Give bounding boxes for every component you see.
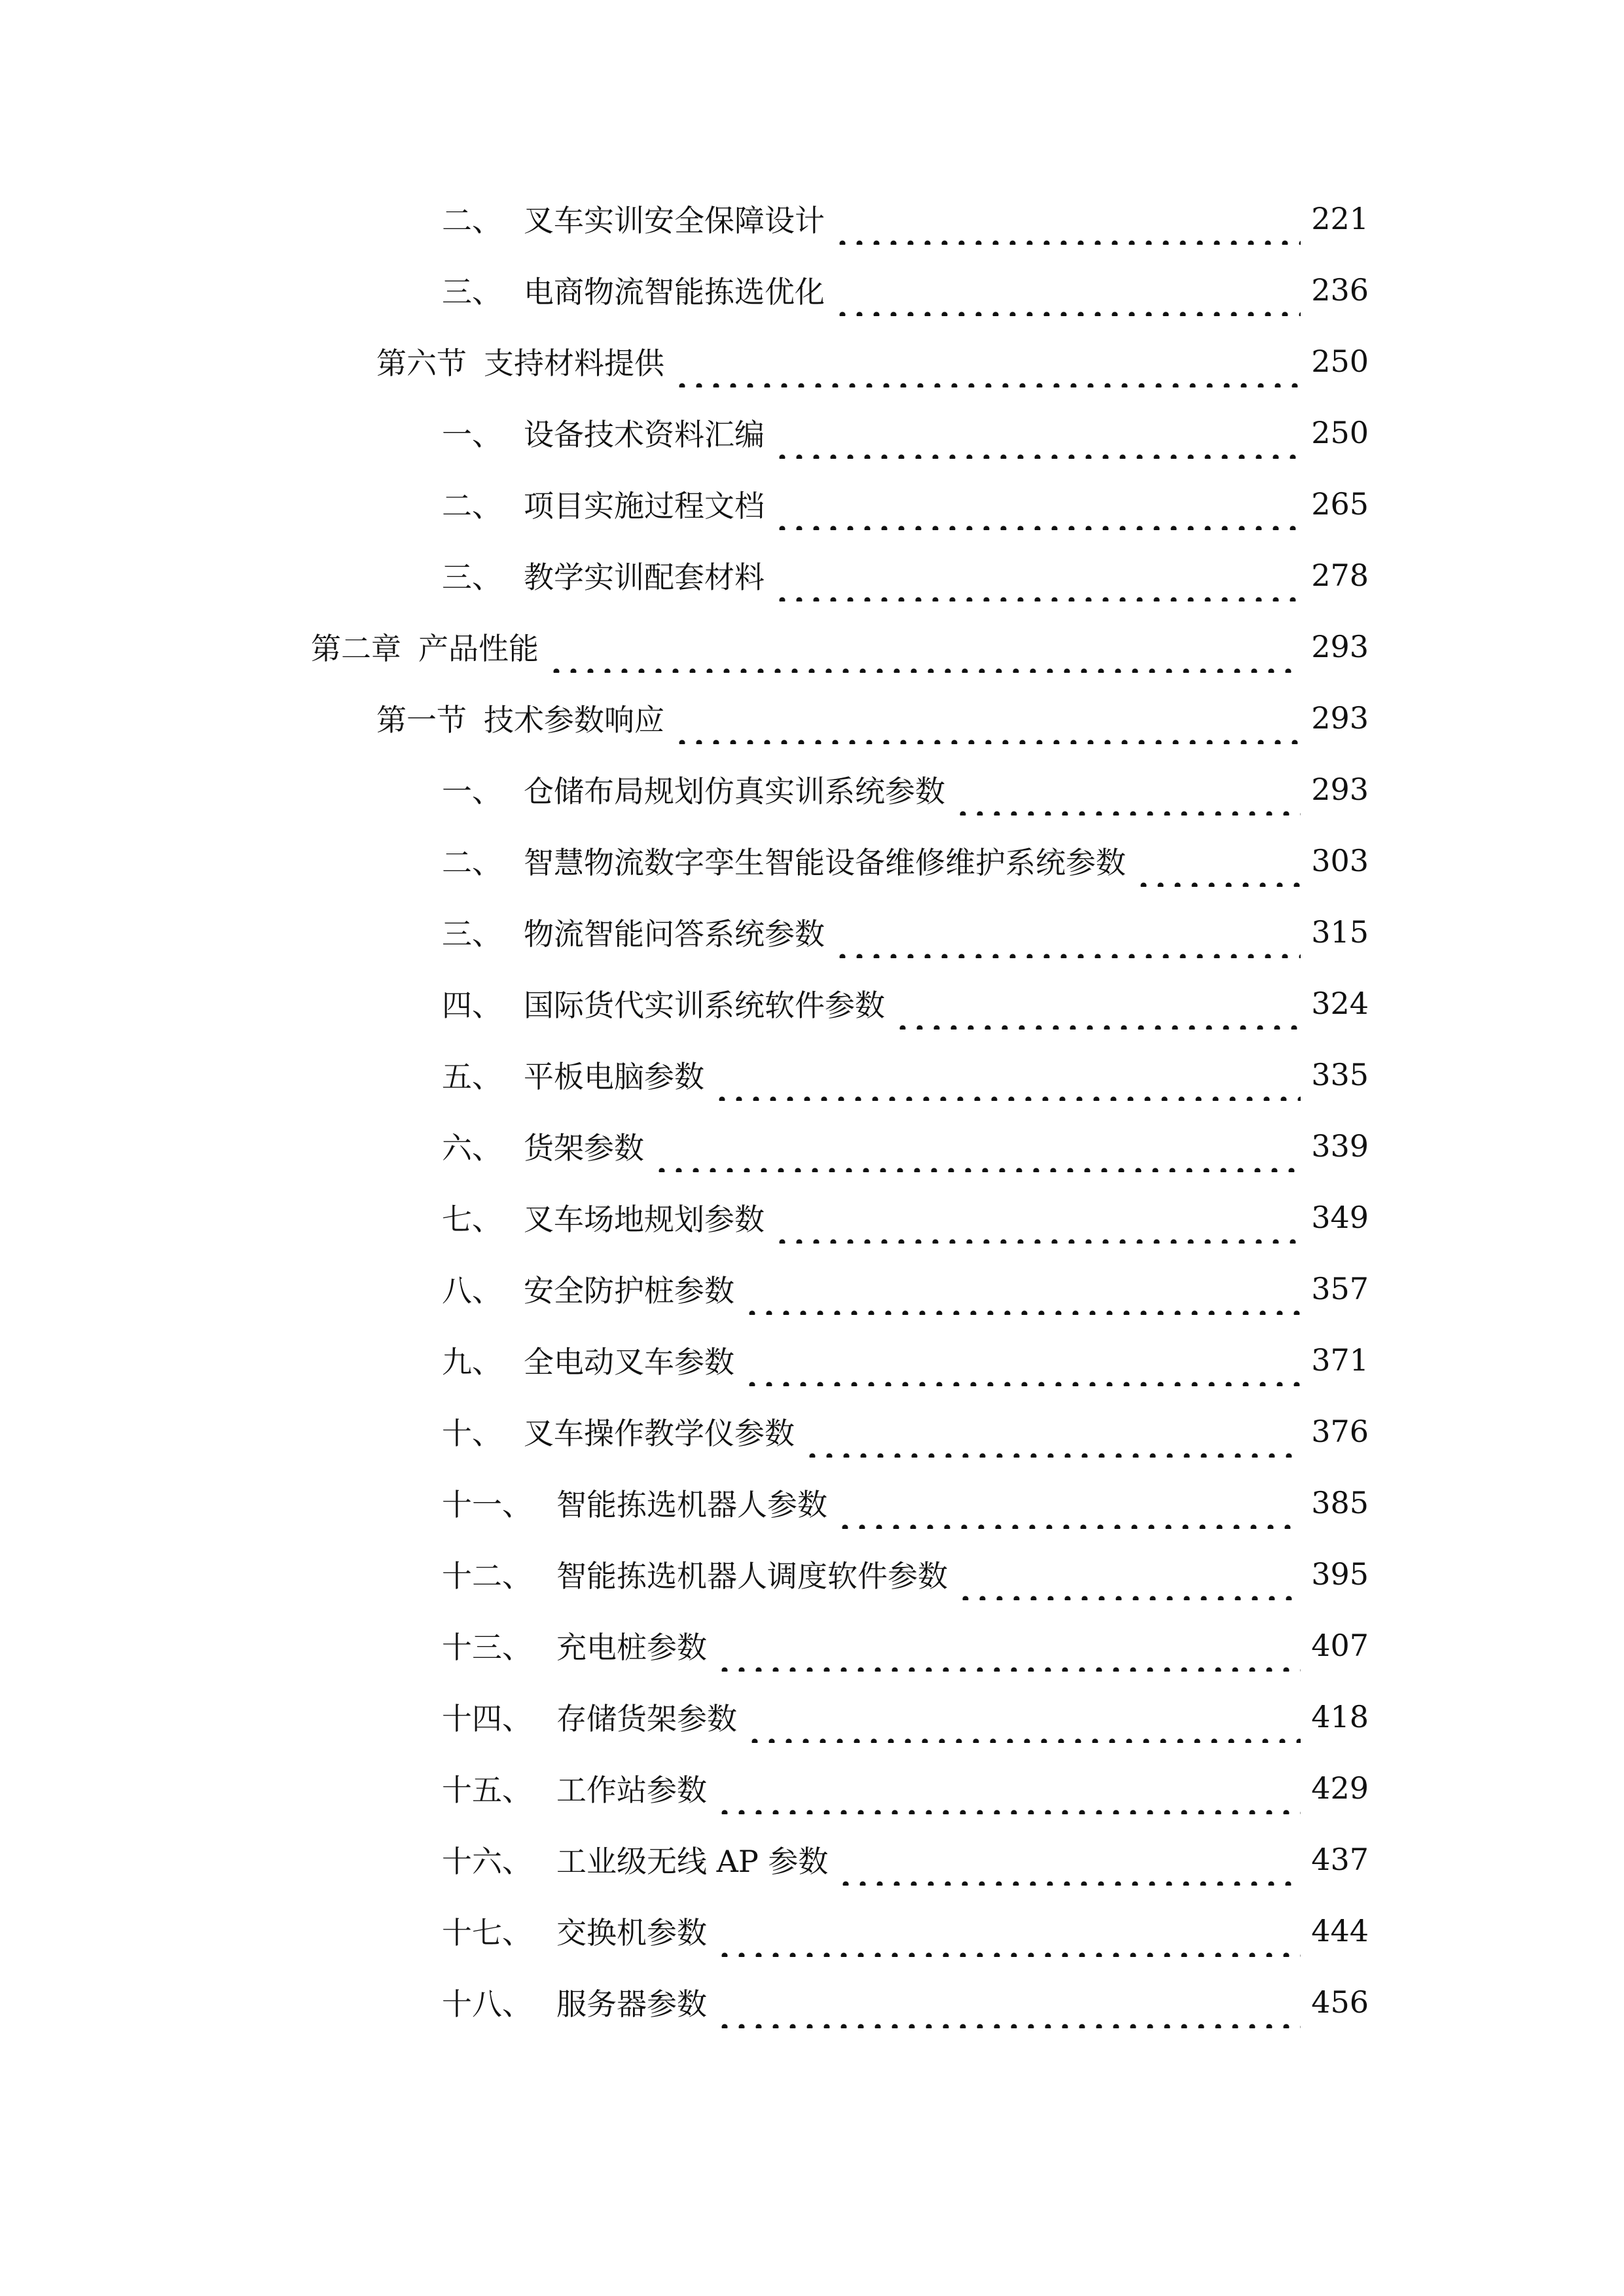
toc-entry[interactable] bbox=[442, 1049, 1369, 1101]
toc-entry-title: 产品性能 bbox=[418, 631, 539, 666]
toc-entry-page: 278 bbox=[1311, 558, 1369, 593]
toc-entry[interactable] bbox=[442, 549, 1369, 601]
toc-entry-number: 第二章 bbox=[311, 631, 401, 666]
toc-entry[interactable] bbox=[442, 406, 1369, 459]
toc-entry[interactable] bbox=[442, 834, 1369, 887]
toc-entry-page: 385 bbox=[1311, 1485, 1369, 1520]
toc-entry-number: 七、 bbox=[442, 1202, 502, 1237]
dot-leader bbox=[716, 1905, 1301, 1957]
dot-leader bbox=[674, 692, 1301, 744]
toc-entry-page: 429 bbox=[1311, 1770, 1369, 1806]
dot-leader bbox=[548, 620, 1301, 673]
toc-entry-number: 第六节 bbox=[376, 346, 467, 381]
toc-entry-page: 315 bbox=[1311, 914, 1369, 950]
toc-entry-title: 叉车实训安全保障设计 bbox=[524, 203, 825, 238]
toc-entry[interactable] bbox=[376, 692, 1369, 744]
dot-leader bbox=[744, 1263, 1301, 1315]
dot-leader bbox=[674, 335, 1301, 387]
toc-entry-page: 324 bbox=[1311, 986, 1369, 1021]
toc-entry-title: 存储货架参数 bbox=[556, 1701, 737, 1736]
dot-leader bbox=[716, 1976, 1301, 2028]
toc-entry[interactable] bbox=[442, 1762, 1369, 1814]
toc-entry-title: 支持材料提供 bbox=[484, 346, 664, 381]
toc-entry-number: 十五、 bbox=[442, 1772, 532, 1808]
toc-entry-title: 智慧物流数字孪生智能设备维修维护系统参数 bbox=[524, 845, 1126, 880]
toc-entry-title: 叉车场地规划参数 bbox=[524, 1202, 765, 1237]
toc-entry-number: 八、 bbox=[442, 1273, 502, 1308]
toc-entry-title: 电商物流智能拣选优化 bbox=[524, 274, 825, 310]
toc-entry[interactable] bbox=[442, 1263, 1369, 1315]
toc-entry-page: 349 bbox=[1311, 1200, 1369, 1235]
toc-entry[interactable] bbox=[442, 906, 1369, 958]
toc-entry[interactable] bbox=[311, 620, 1369, 673]
toc-entry-title: 教学实训配套材料 bbox=[524, 560, 765, 595]
toc-entry-page: 303 bbox=[1311, 843, 1369, 878]
toc-entry-page: 293 bbox=[1311, 700, 1369, 736]
toc-entry-page: 437 bbox=[1311, 1842, 1369, 1877]
toc-entry-page: 376 bbox=[1311, 1414, 1369, 1449]
toc-entry-number: 二、 bbox=[442, 488, 502, 524]
toc-entry-title: 充电桩参数 bbox=[556, 1630, 707, 1665]
dot-leader bbox=[834, 192, 1301, 245]
dot-leader bbox=[1135, 834, 1301, 887]
dot-leader bbox=[746, 1691, 1301, 1743]
toc-entry[interactable] bbox=[442, 192, 1369, 245]
toc-entry-number: 二、 bbox=[442, 203, 502, 238]
toc-entry-title: 智能拣选机器人参数 bbox=[556, 1487, 827, 1522]
toc-entry-page: 221 bbox=[1311, 201, 1369, 236]
toc-entry-number: 第一节 bbox=[376, 702, 467, 738]
toc-entry-number: 六、 bbox=[442, 1130, 502, 1166]
toc-entry-page: 250 bbox=[1311, 415, 1369, 450]
toc-entry[interactable] bbox=[442, 1976, 1369, 2028]
toc-entry-number: 九、 bbox=[442, 1344, 502, 1380]
toc-entry-title: 设备技术资料汇编 bbox=[524, 417, 765, 452]
toc-entry-page: 293 bbox=[1311, 772, 1369, 807]
dot-leader bbox=[713, 1049, 1301, 1101]
toc-entry-page: 371 bbox=[1311, 1342, 1369, 1378]
toc-entry[interactable] bbox=[442, 264, 1369, 316]
toc-entry-title: 智能拣选机器人调度软件参数 bbox=[556, 1558, 948, 1594]
toc-entry-page: 335 bbox=[1311, 1057, 1369, 1092]
toc-entry-title: 全电动叉车参数 bbox=[524, 1344, 734, 1380]
toc-entry-number: 十四、 bbox=[442, 1701, 532, 1736]
toc-entry-number: 二、 bbox=[442, 845, 502, 880]
toc-entry-page: 407 bbox=[1311, 1628, 1369, 1663]
dot-leader bbox=[834, 906, 1301, 958]
toc-entry[interactable] bbox=[442, 1548, 1369, 1600]
toc-entry-page: 444 bbox=[1311, 1913, 1369, 1948]
dot-leader bbox=[716, 1619, 1301, 1672]
toc-entry-number: 十七、 bbox=[442, 1915, 532, 1950]
toc-entry-title: 仓储布局规划仿真实训系统参数 bbox=[524, 774, 945, 809]
toc-entry-number: 十、 bbox=[442, 1416, 502, 1451]
toc-entry[interactable] bbox=[442, 1334, 1369, 1386]
toc-entry-number: 四、 bbox=[442, 988, 502, 1023]
toc-entry-page: 339 bbox=[1311, 1128, 1369, 1164]
dot-leader bbox=[954, 763, 1301, 816]
dot-leader bbox=[774, 406, 1301, 459]
dot-leader bbox=[774, 549, 1301, 601]
toc-entry-page: 236 bbox=[1311, 272, 1369, 308]
toc-entry[interactable] bbox=[442, 1833, 1369, 1886]
toc-entry-number: 三、 bbox=[442, 560, 502, 595]
dot-leader bbox=[774, 478, 1301, 530]
toc-entry-number: 五、 bbox=[442, 1059, 502, 1094]
toc-entry-title: 工业级无线 AP 参数 bbox=[556, 1844, 829, 1879]
toc-entry-number: 三、 bbox=[442, 916, 502, 952]
toc-entry[interactable] bbox=[442, 478, 1369, 530]
dot-leader bbox=[837, 1833, 1301, 1886]
dot-leader bbox=[837, 1477, 1301, 1529]
toc-entry-page: 395 bbox=[1311, 1556, 1369, 1592]
dot-leader bbox=[957, 1548, 1301, 1600]
toc-entry-page: 250 bbox=[1311, 344, 1369, 379]
toc-entry[interactable] bbox=[442, 1191, 1369, 1244]
toc-entry-title: 平板电脑参数 bbox=[524, 1059, 704, 1094]
toc-entry-number: 十八、 bbox=[442, 1986, 532, 2022]
toc-entry-page: 456 bbox=[1311, 1984, 1369, 2020]
dot-leader bbox=[834, 264, 1301, 316]
toc-entry-title: 叉车操作教学仪参数 bbox=[524, 1416, 795, 1451]
toc-entry-title: 项目实施过程文档 bbox=[524, 488, 765, 524]
toc-entry[interactable] bbox=[442, 1905, 1369, 1957]
dot-leader bbox=[804, 1405, 1301, 1458]
toc-entry[interactable] bbox=[442, 1120, 1369, 1172]
dot-leader bbox=[744, 1334, 1301, 1386]
toc-entry-title: 物流智能问答系统参数 bbox=[524, 916, 825, 952]
toc-entry-title: 货架参数 bbox=[524, 1130, 644, 1166]
toc-entry-number: 十三、 bbox=[442, 1630, 532, 1665]
toc-entry-title: 服务器参数 bbox=[556, 1986, 707, 2022]
toc-entry-page: 293 bbox=[1311, 629, 1369, 664]
toc-entry-title: 技术参数响应 bbox=[484, 702, 664, 738]
toc-entry[interactable] bbox=[442, 977, 1369, 1030]
toc-entry-number: 十六、 bbox=[442, 1844, 532, 1879]
toc-entry-number: 十二、 bbox=[442, 1558, 532, 1594]
dot-leader bbox=[894, 977, 1301, 1030]
toc-entry-number: 一、 bbox=[442, 417, 502, 452]
toc-entry[interactable] bbox=[442, 1477, 1369, 1529]
toc-entry-title: 安全防护桩参数 bbox=[524, 1273, 734, 1308]
dot-leader bbox=[716, 1762, 1301, 1814]
toc-entry[interactable] bbox=[442, 763, 1369, 816]
toc-entry[interactable] bbox=[442, 1619, 1369, 1672]
toc-entry-page: 418 bbox=[1311, 1699, 1369, 1734]
toc-entry-title: 交换机参数 bbox=[556, 1915, 707, 1950]
dot-leader bbox=[774, 1191, 1301, 1244]
dot-leader bbox=[653, 1120, 1301, 1172]
toc-entry-title: 国际货代实训系统软件参数 bbox=[524, 988, 885, 1023]
toc-entry-number: 三、 bbox=[442, 274, 502, 310]
toc-entry-title: 工作站参数 bbox=[556, 1772, 707, 1808]
toc-entry-number: 一、 bbox=[442, 774, 502, 809]
toc-entry[interactable] bbox=[376, 335, 1369, 387]
toc-entry-number: 十一、 bbox=[442, 1487, 532, 1522]
toc-entry[interactable] bbox=[442, 1405, 1369, 1458]
toc-entry-page: 357 bbox=[1311, 1271, 1369, 1306]
toc-entry-page: 265 bbox=[1311, 486, 1369, 522]
toc-entry[interactable] bbox=[442, 1691, 1369, 1743]
